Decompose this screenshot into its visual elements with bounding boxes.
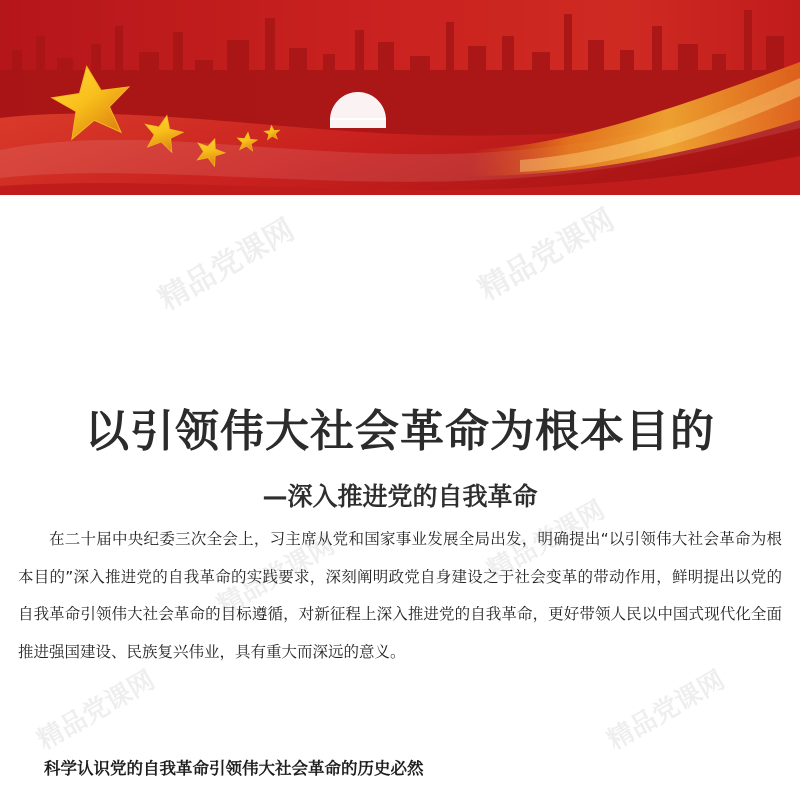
- watermark: 精品党课网: [153, 212, 301, 318]
- watermark: 精品党课网: [473, 202, 621, 308]
- article-paragraphs: [18, 521, 782, 671]
- header-banner: [0, 0, 800, 195]
- paragraph: 在二十届中央纪委三次全会上，习主席从党和国家事业发展全局出发，明确提出“以引领伟大社会革命为根本目的”深入推进党的自我革命的实践要求，深刻阐明政党自身建设之于社会变革的带动作用，鲜明提出以党的自我革命引领伟大社会革命的目标遵循，对新征程上深入推进党的自我革命，更好带领人民以中国式现代化全面推进强国建设、民族复兴伟业，具有重大而深远的意义。: [18, 530, 782, 661]
- watermark: 精品党课网: [602, 665, 731, 757]
- watermark: 精品党课网: [482, 495, 611, 587]
- document-body: [0, 195, 800, 800]
- watermark: 精品党课网: [32, 665, 161, 757]
- page-subtitle: —深入推进党的自我革命: [262, 481, 538, 511]
- watermark: 精品党课网: [212, 530, 341, 622]
- page-title: 以引领伟大社会革命为根本目的: [85, 406, 715, 458]
- banner-graphic: [0, 0, 800, 195]
- section-heading-1: 科学认识党的自我革命引领伟大社会革命的历史必然: [44, 759, 424, 778]
